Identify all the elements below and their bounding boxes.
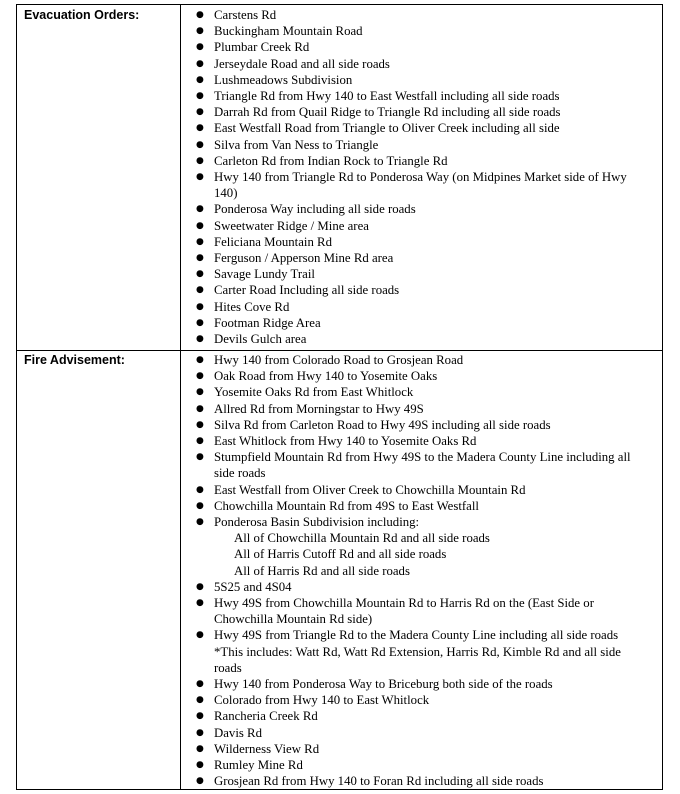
list-item [181,757,662,773]
list-item-text: Plumbar Creek Rd [214,40,310,55]
list-item [181,692,662,708]
evacuation-orders-row [17,5,662,351]
list-item [181,725,662,741]
bullet-icon: ● [196,91,204,102]
list-item-text: Allred Rd from Morningstar to Hwy 49S [214,401,424,416]
list-item-text: Carstens Rd [214,8,277,22]
list-item-text: Hwy 49S from Triangle Rd to the Madera County Line including all side roads *This includes: Watt Rd, Watt Rd Extension, Harris Rd, Kimble Rd and all side roads [214,628,621,675]
bullet-icon: ● [196,334,204,345]
sub-list-item: All of Harris Cutoff Rd and all side roads [234,547,447,562]
list-item [181,266,662,282]
evacuation-orders-label: Evacuation Orders: [24,8,140,22]
sub-list-item: All of Harris Rd and all side roads [234,563,410,578]
list-item-text: Stumpfield Mountain Rd from Hwy 49S to the Madera County Line including all side roads [214,450,631,481]
list-item [181,741,662,757]
bullet-icon: ● [196,598,204,609]
list-item-text: Silva Rd from Carleton Road to Hwy 49S including all side roads [214,417,551,432]
bullet-icon: ● [196,269,204,280]
list-item-text: Hites Cove Rd [214,299,290,314]
list-item-text: Feliciana Mountain Rd [214,234,332,249]
bullet-icon: ● [196,500,204,511]
list-item [181,482,662,498]
bullet-icon: ● [196,123,204,134]
list-item-text: Jerseydale Road and all side roads [214,56,390,71]
bullet-icon: ● [196,419,204,430]
list-item [181,234,662,250]
list-item [181,773,662,789]
bullet-icon: ● [196,711,204,722]
list-item-text: Sweetwater Ridge / Mine area [214,218,369,233]
fire-advisement-label: Fire Advisement: [24,353,125,367]
bullet-icon: ● [196,695,204,706]
list-item-text: Buckingham Mountain Road [214,24,363,39]
bullet-icon: ● [196,436,204,447]
list-item-text: Rumley Mine Rd [214,758,303,773]
bullet-icon: ● [196,452,204,463]
list-item-text: Footman Ridge Area [214,315,321,330]
list-item-text: Oak Road from Hwy 140 to Yosemite Oaks [214,369,438,384]
bullet-icon: ● [196,371,204,382]
list-item [181,595,662,627]
bullet-icon: ● [196,204,204,215]
list-item-text: East Westfall from Oliver Creek to Chowchilla Mountain Rd [214,482,526,497]
bullet-icon: ● [196,74,204,85]
list-item-text: East Westfall Road from Triangle to Oliver Creek including all side [214,121,560,136]
list-item [181,39,662,55]
bullet-icon: ● [196,285,204,296]
list-item [181,7,662,23]
bullet-icon: ● [196,107,204,118]
bullet-icon: ● [196,253,204,264]
list-item-text: Ferguson / Apperson Mine Rd area [214,251,394,266]
bullet-icon: ● [196,42,204,53]
bullet-icon: ● [196,172,204,183]
bullet-icon: ● [196,760,204,771]
list-item-text: 5S25 and 4S04 [214,579,292,594]
list-item-text: Wilderness View Rd [214,741,320,756]
list-item [181,417,662,433]
bullet-icon: ● [196,630,204,641]
list-item [181,514,662,579]
bullet-icon: ● [196,236,204,247]
list-item [181,201,662,217]
list-item-text: Carter Road Including all side roads [214,283,400,298]
list-item [181,23,662,39]
bullet-icon: ● [196,139,204,150]
list-item [181,579,662,595]
bullet-icon: ● [196,776,204,787]
list-item-text: Ponderosa Basin Subdivision including: [214,515,420,530]
fire-advisement-row [17,350,662,789]
list-item [181,56,662,72]
list-item [181,282,662,298]
bullet-icon: ● [196,387,204,398]
list-item-text: Triangle Rd from Hwy 140 to East Westfall including all side roads [214,89,560,104]
bullet-icon: ● [196,484,204,495]
list-item [181,169,662,201]
fire-advisement-list [181,352,662,789]
list-item-text: Silva from Van Ness to Triangle [214,137,379,152]
list-item [181,218,662,234]
list-item-text: East Whitlock from Hwy 140 to Yosemite Oaks Rd [214,434,477,449]
bullet-icon: ● [196,26,204,37]
list-item [181,137,662,153]
list-item [181,331,662,347]
list-item [181,153,662,169]
list-item [181,299,662,315]
bullet-icon: ● [196,355,204,365]
bullet-icon: ● [196,10,204,20]
bullet-icon: ● [196,679,204,690]
bullet-icon: ● [196,517,204,528]
list-item [181,627,662,676]
list-item-text: Hwy 140 from Ponderosa Way to Briceburg both side of the roads [214,677,553,692]
list-item [181,315,662,331]
list-item [181,449,662,481]
list-item-text: Savage Lundy Trail [214,267,315,282]
bullet-icon: ● [196,743,204,754]
advisory-table [16,4,663,790]
list-item [181,72,662,88]
list-item-text: Darrah Rd from Quail Ridge to Triangle Rd including all side roads [214,105,561,120]
list-item [181,384,662,400]
sub-list-item: All of Chowchilla Mountain Rd and all side roads [234,531,490,546]
fire-label-cell [17,350,181,789]
bullet-icon: ● [196,727,204,738]
list-item-text: Hwy 140 from Triangle Rd to Ponderosa Way (on Midpines Market side of Hwy 140) [214,170,627,201]
bullet-icon: ● [196,403,204,414]
list-item [181,88,662,104]
list-item-text: Devils Gulch area [214,332,307,347]
evacuation-list [181,7,662,347]
bullet-icon: ● [196,317,204,328]
list-item [181,250,662,266]
evacuation-list-cell [181,5,662,350]
bullet-icon: ● [196,58,204,69]
list-item [181,498,662,514]
list-item [181,433,662,449]
list-item [181,352,662,368]
list-item [181,120,662,136]
list-item-text: Davis Rd [214,725,262,740]
bullet-icon: ● [196,155,204,166]
bullet-icon: ● [196,301,204,312]
list-item-text: Ponderosa Way including all side roads [214,202,416,217]
list-item-text: Lushmeadows Subdivision [214,72,353,87]
list-item-text: Carleton Rd from Indian Rock to Triangle Rd [214,153,448,168]
list-item-text: Yosemite Oaks Rd from East Whitlock [214,385,414,400]
list-item-text: Colorado from Hwy 140 to East Whitlock [214,693,430,708]
list-item-text: Rancheria Creek Rd [214,709,318,724]
evacuation-label-cell [17,5,181,350]
bullet-icon: ● [196,220,204,231]
list-item-text: Chowchilla Mountain Rd from 49S to East Westfall [214,498,479,513]
list-item [181,708,662,724]
list-item [181,676,662,692]
bullet-icon: ● [196,581,204,592]
fire-list-cell [181,350,662,789]
list-item-text: Hwy 49S from Chowchilla Mountain Rd to Harris Rd on the (East Side or Chowchilla Mountain Rd side) [214,596,594,627]
list-item [181,104,662,120]
list-item [181,368,662,384]
list-item [181,401,662,417]
list-item-text: Grosjean Rd from Hwy 140 to Foran Rd including all side roads [214,774,544,789]
list-item-text: Hwy 140 from Colorado Road to Grosjean Road [214,353,464,367]
